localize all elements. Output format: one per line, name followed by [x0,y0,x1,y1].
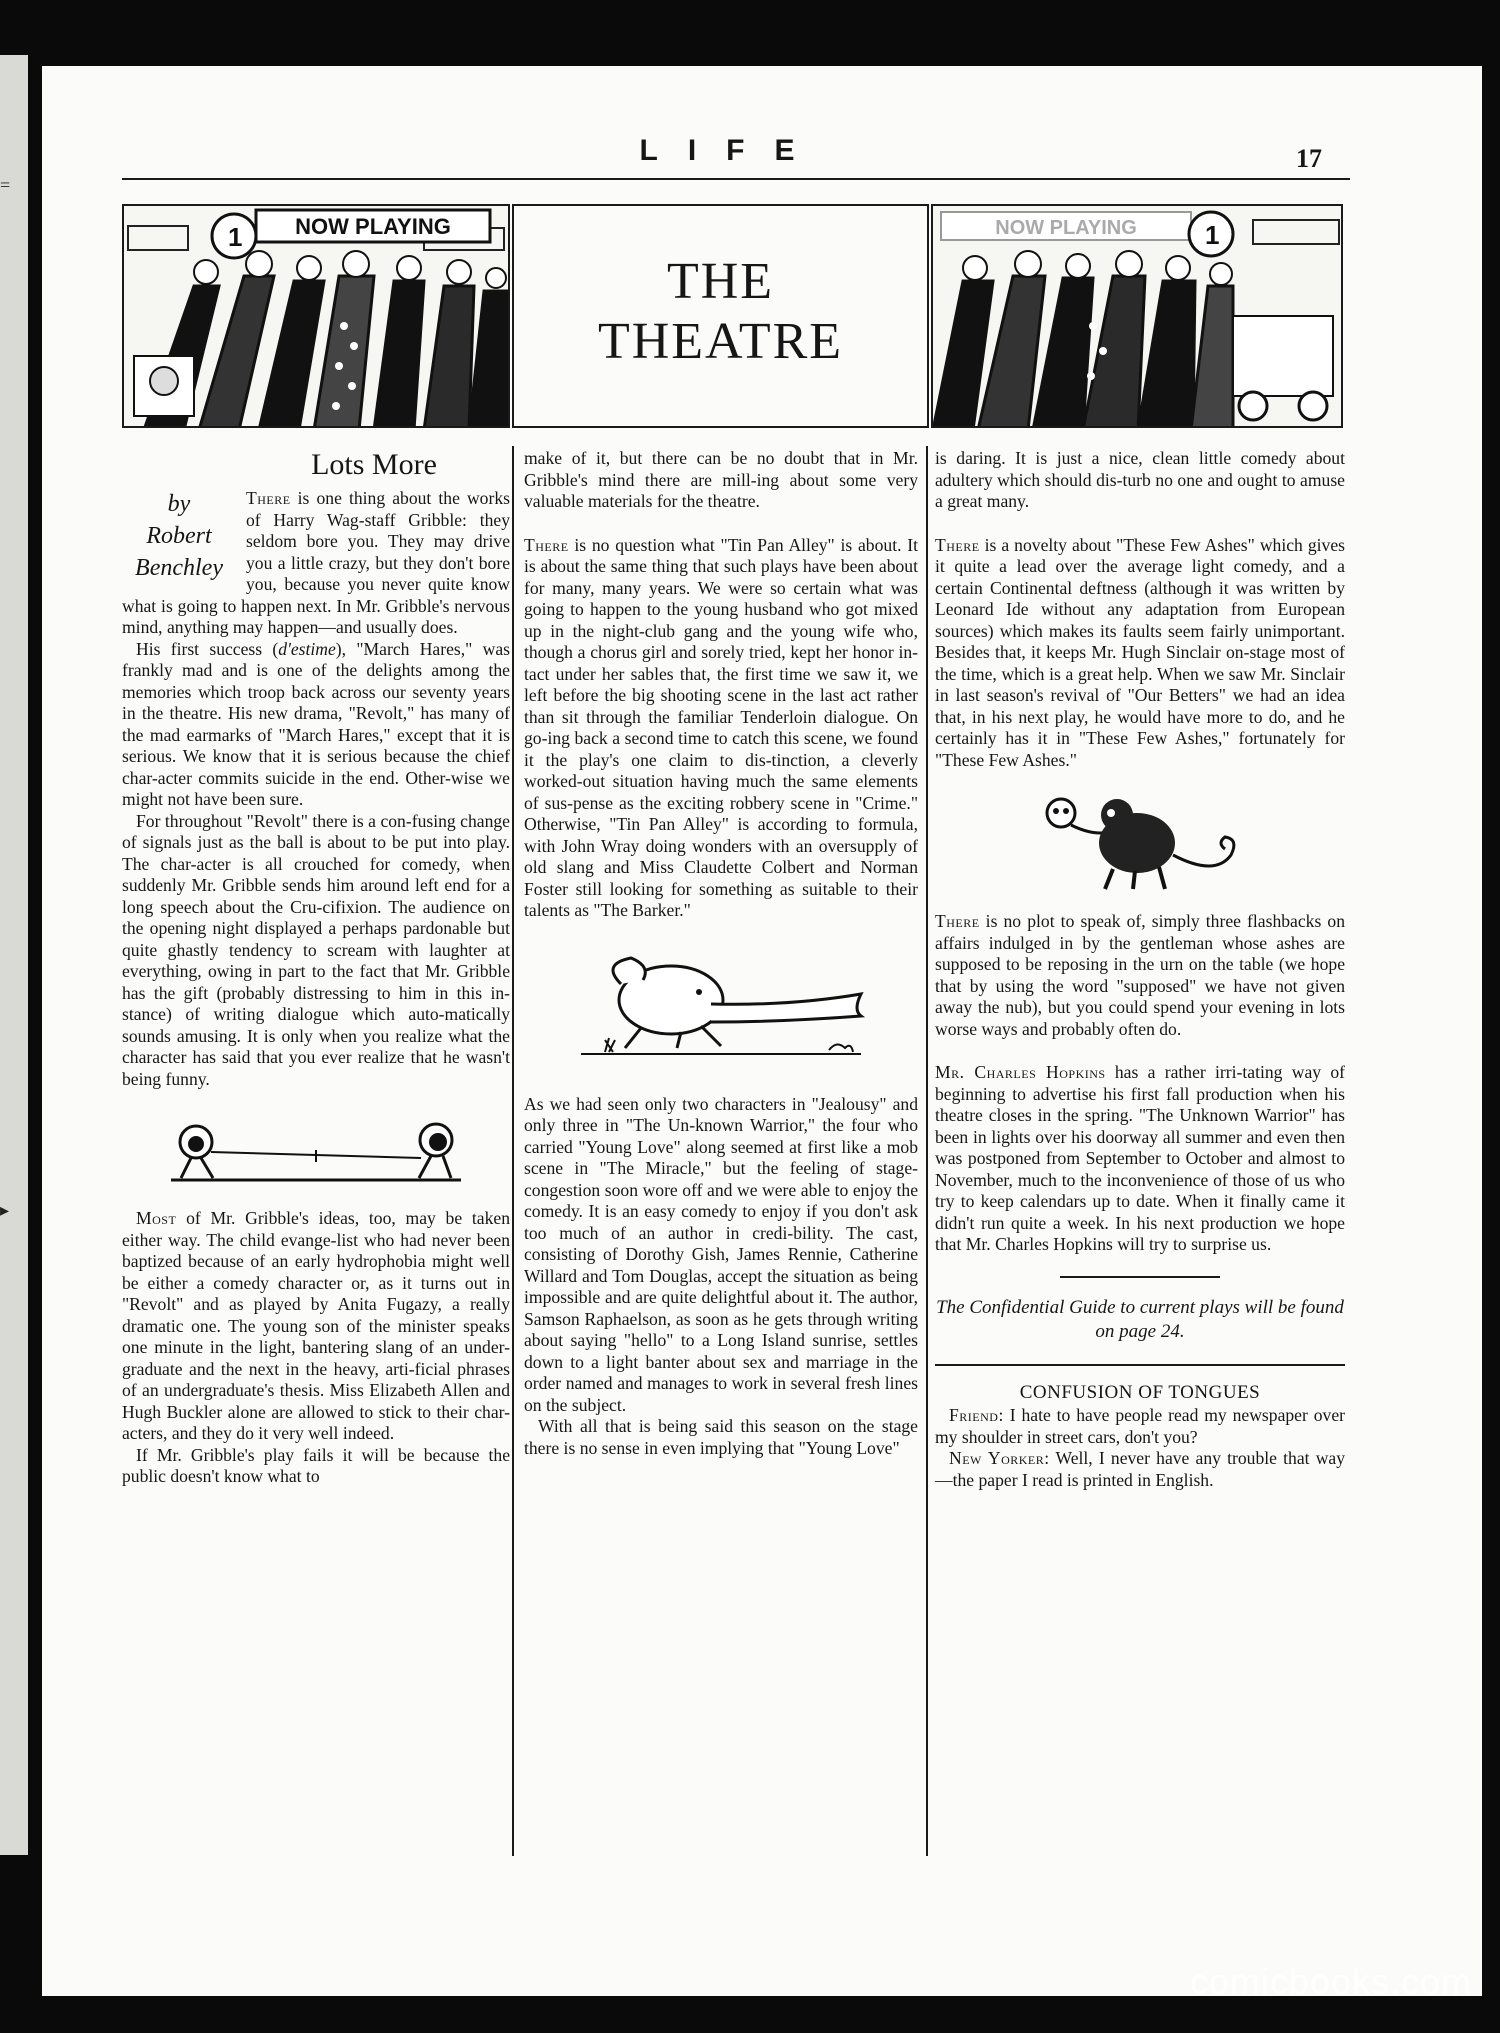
now-playing-sign-right: NOW PLAYING [995,217,1137,239]
now-playing-illustration-right [931,204,1343,428]
now-playing-sign-left: NOW PLAYING [295,214,451,239]
crowd-illustration-right [933,206,1343,428]
article-column-2 [524,448,918,1459]
paragraph: For throughout "Revolt" there is a con-fusing change of signals just as the ball is about to be put into play. The char-acter is all crouched for comedy, when suddenly Mr. Gribble sends him around left end for a long speech about the Cru-cifixion. The audience on the opening night displayed a perhaps pardonable but quite ghastly tendency to scream with laughter at everything, owing in part to the fact that Mr. Gribble has the gift (probably distressing to him in this in-stance) of writing dialogue which auto-matically sounds amusing. It is only when you realize what the character has said that you ever realize that he wasn't being funny. [122,810,510,1089]
article-column-3 [935,448,1345,1491]
tug-of-war-illustration [151,1116,481,1186]
byline-by: by [167,491,191,517]
facing-page-mark: ▸ [0,1200,10,1220]
paragraph: If Mr. Gribble's play fails it will be because the public doesn't know what to [122,1444,510,1486]
column-rule [512,446,514,1856]
section-title-box [512,204,929,428]
source-watermark: comicbooks.com [1189,1961,1472,2002]
masthead: LIFE [639,134,825,167]
elephant-illustration [561,944,881,1064]
byline-block [122,488,510,639]
paragraph: There is no question what "Tin Pan Alley" is about. It is about the same thing that such plays have been about for many, many years. We were so certain what was going to happen to the young husband who got mixed up in the night-club gang and the young wife who, though a chorus girl and sorely tried, kept her honor in-tact under her sables that, the first time we saw it, we left before the big shooting scene in the last act rather than sit through the familiar Tenderloin dialogue. On go-ing back a second time to catch this scene, we found it the play's one claim to dis-tinction, a cleverly worked-out situation having much the same elements of sus-pense as the exciting robbery scene in "Crime." Otherwise, "Tin Pan Alley" is according to formula, with John Wray doing wonders with an oversupply of old slang and Miss Claudette Colbert and Norman Foster still looking for something as suitable to their talents as "The Barker." [524,534,918,920]
paragraph: His first success (d'estime), "March Hares," was frankly mad and is one of the delights among the memories which troop back across our seventy years in the theatre. His new drama, "Revolt," has many of the mad earmarks of "March Hares," except that it is serious. We know that it is serious because the chief char-acter commits suicide in the end. Other-wise we might not have been sure. [122,638,510,809]
facing-page-edge [0,55,28,1855]
italic-phrase: d'estime [278,638,336,659]
paragraph: There is a novelty about "These Few Ashes" which gives it quite a lead over the average light comedy, and a certain Continental deftness (although it was written by Leonard Ide without any adaptation from European sources) which makes its faults seem fairly unimportant. Besides that, it keeps Mr. Hugh Sinclair on-stage most of the time, which is a great help. When we saw Mr. Sinclair in last season's revival of "Our Betters" we had an idea that, in his next play, he would have more to do, and he certainly has it in "These Few Ashes," fortunately for "These Few Ashes." [935,534,1345,770]
magazine-page [42,66,1482,1996]
joke-line: New Yorker: Well, I never have any trouble that way—the paper I read is printed in English. [935,1448,1345,1490]
divider [935,1364,1345,1366]
article-column-1 [122,448,510,1488]
svg-text:1: 1 [228,222,243,252]
joke-title: CONFUSION OF TONGUES [1019,1381,1261,1403]
paragraph: is daring. It is just a nice, clean little comedy about adultery which should dis-turb no one and ought to amuse a great many. [935,448,1345,511]
joke-line: Friend: I hate to have people read my newspaper over my shoulder in street cars, don't you? [935,1405,1345,1447]
article-title: Lots More [311,448,437,481]
section-title-line-1: THE [666,253,775,310]
paragraph: make of it, but there can be no doubt that in Mr. Gribble's mind there are mill-ing about some very valuable materials for the theatre. [524,448,918,511]
paragraph: Most of Mr. Gribble's ideas, too, may be taken either way. The child evange-list who had never been baptized because of an early hydrophobia might well be either a comedy character or, as it turns out in "Revolt" and as played by Anita Fugazy, a really dramatic one. The young son of the minister speaks one minute in the light, bantering slang of an under-graduate and the next in the heavy, arti-ficial phrases of an undergraduate's thesis. Miss Elizabeth Allen and Hugh Buckler alone are allowed to stick to their char-acters, and they do it very well indeed. [122,1208,510,1443]
paragraph: Mr. Charles Hopkins has a rather irri-tating way of beginning to advertise his first fall production when his theatre closes in the spring. "The Unknown Warrior" has been in lights over his doorway all summer and even then was postponed from September to October and almost to November, much to the inconvenience of those of us who try to keep calendars up to date. When it finally came it didn't run quite a week. In his next production we hope that Mr. Charles Hopkins will try to surprise us. [935,1062,1346,1254]
now-playing-illustration-left [122,204,510,428]
monkey-skull-illustration [1025,785,1255,895]
paragraph: There is no plot to speak of, simply three flashbacks on affairs indulged in by the gentleman whose ashes are supposed to be reposing in the urn on the table (we hope that by using the word "supposed" we have not given away the nub), but you could spend your evening in lots worse ways and probably often do. [935,911,1345,1039]
facing-page-mark: = [0,175,11,195]
guide-note: The Confidential Guide to current plays will be found on page 24. [936,1296,1344,1342]
paragraph-text: is one thing about the works of Harry Wag-staff Gribble: they seldom bore you. They may drive you a little crazy, but they don't bore you, because you never quite know what is going to happen next. In Mr. Gribble's nervous mind, anything may happen—and usually does. [122,488,510,637]
paragraph: As we had seen only two characters in "Jealousy" and only three in "The Un-known Warrior," the four who carried "Young Love" along seemed at first like a mob scene in "The Miracle," but the feeling of stage-congestion soon wore off and we were able to enjoy the comedy. It is an easy comedy to enjoy if you don't ask too much of an author in credi-bility. The cast, consisting of Dorothy Gish, James Rennie, Catherine Willard and Tom Douglas, accept the situation as being impossible and are quite delightful about it. The author, Samson Raphaelson, as soon as he gets through writing about saying "hello" to a Long Island sunrise, settles down to a light banter about sex and marriage in the order named and manages to work in several fresh lines on the subject. [524,1093,918,1415]
page-number: 17 [1296,144,1322,173]
byline-last-name: Benchley [135,555,223,581]
byline-first-name: Robert [146,523,212,549]
byline [122,488,236,584]
crowd-illustration-left [124,206,510,428]
divider [1060,1276,1220,1278]
paragraph: With all that is being said this season on the stage there is no sense in even implying that "Young Love" [524,1416,918,1458]
column-rule [926,446,928,1856]
para-lead: There [246,488,291,508]
svg-text:1: 1 [1205,220,1220,250]
section-title-line-2: THEATRE [597,313,844,370]
